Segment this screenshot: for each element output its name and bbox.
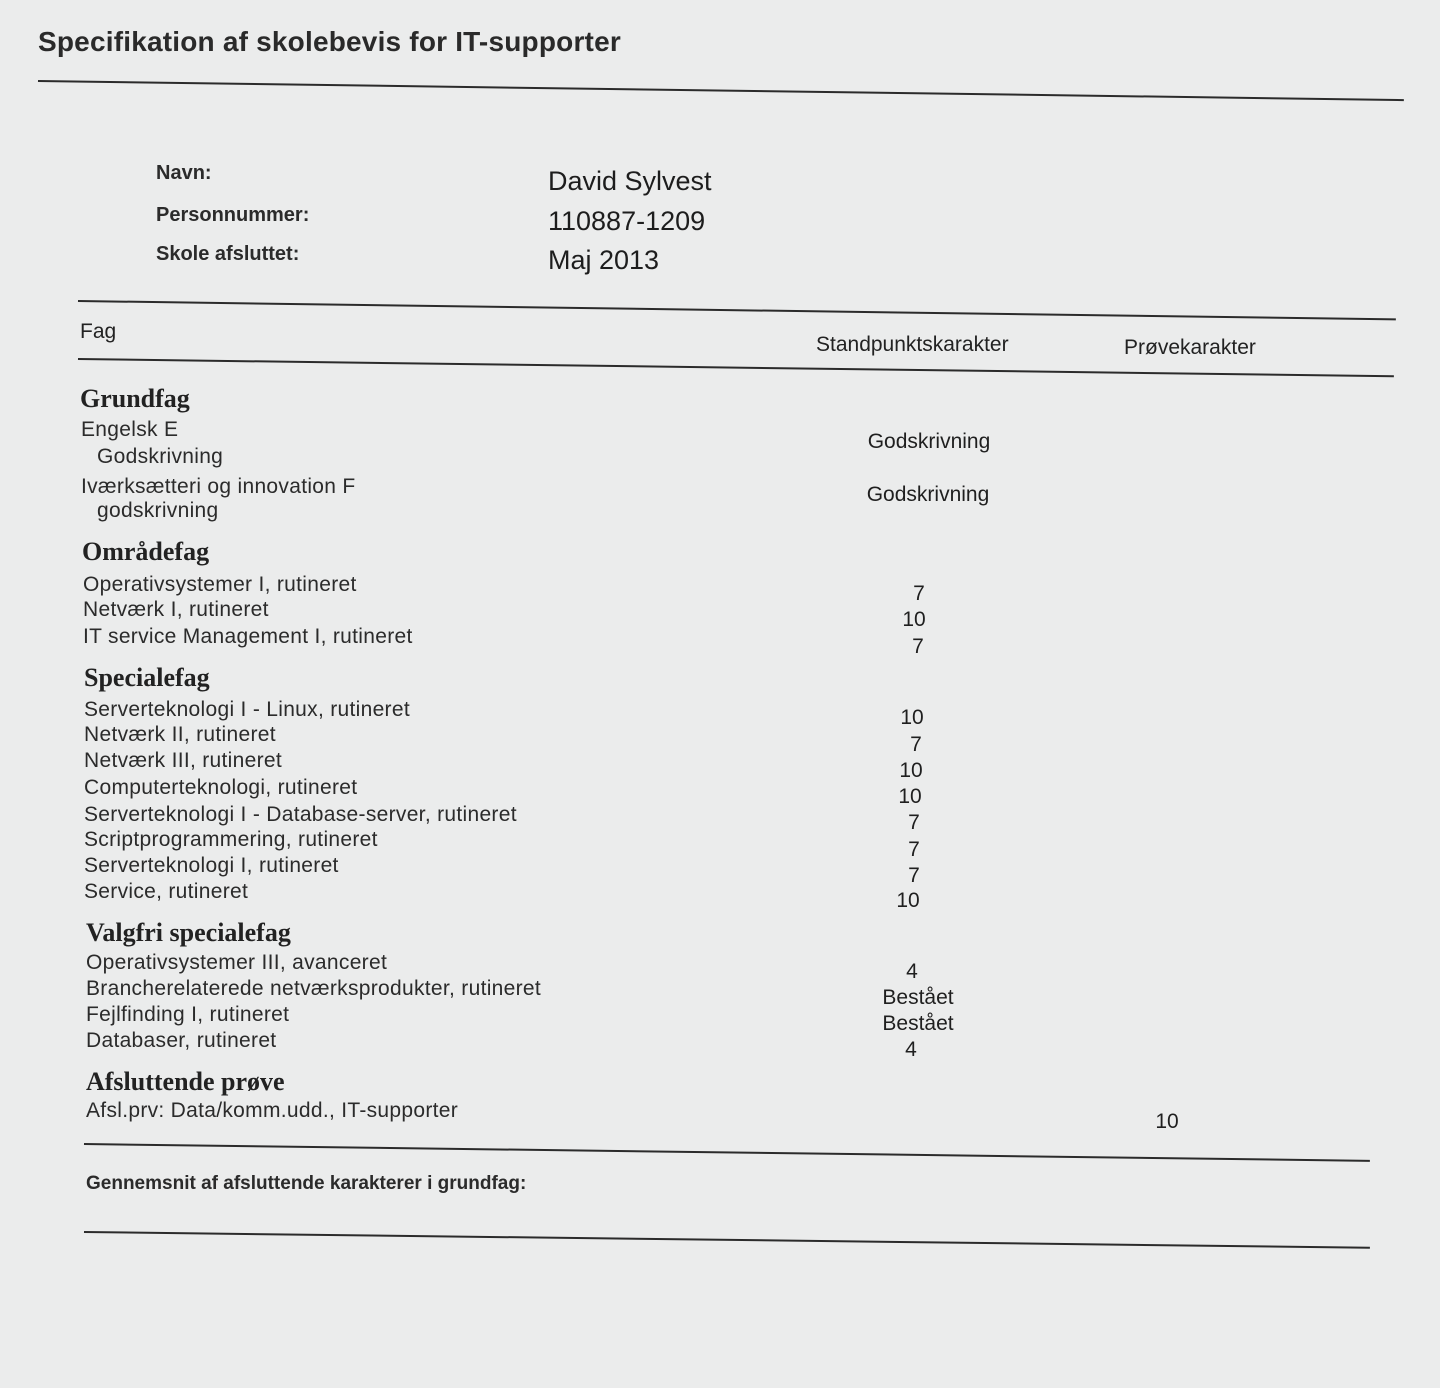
standpoint-grade: 7	[910, 733, 922, 756]
cpr-value: 110887-1209	[548, 206, 706, 236]
subject-note: Godskrivning	[97, 445, 224, 468]
subject-name: Iværksætteri og innovation F	[81, 475, 356, 498]
section-heading: Områdefag	[82, 537, 210, 566]
standpoint-grade: 10	[896, 889, 920, 912]
subject-name: Service, rutineret	[84, 880, 249, 903]
table-bottom-divider	[84, 1143, 1370, 1162]
standpoint-grade: 10	[902, 608, 926, 631]
finished-label: Skole afsluttet:	[156, 243, 300, 265]
page-title: Specifikation af skolebevis for IT-supporter	[38, 26, 621, 57]
standpoint-grade: 10	[898, 785, 922, 808]
title-divider	[38, 80, 1404, 101]
subject-name: Fejlfinding I, rutineret	[86, 1003, 290, 1026]
average-label: Gennemsnit af afsluttende karakterer i grundfag:	[86, 1173, 527, 1194]
name-label: Navn:	[156, 162, 212, 184]
subject-name: Serverteknologi I, rutineret	[84, 854, 339, 877]
footer-divider	[84, 1231, 1370, 1249]
subject-name: Netværk III, rutineret	[84, 749, 282, 772]
header-bottom-divider	[78, 358, 1394, 377]
standpoint-grade: Godskrivning	[866, 483, 990, 506]
column-subject: Fag	[80, 320, 117, 343]
standpoint-grade: 10	[900, 706, 924, 729]
section-heading: Valgfri specialefag	[86, 918, 291, 947]
standpoint-grade: 7	[913, 582, 925, 605]
subject-name: Operativsystemer III, avanceret	[86, 951, 388, 974]
subject-name: Serverteknologi I - Linux, rutineret	[84, 698, 410, 721]
subject-name: Computerteknologi, rutineret	[84, 776, 358, 799]
section-heading: Afsluttende prøve	[86, 1067, 285, 1096]
standpoint-grade: 10	[899, 759, 923, 782]
column-exam: Prøvekarakter	[1124, 336, 1256, 359]
name-value: David Sylvest	[548, 166, 712, 196]
standpoint-grade: 7	[908, 811, 920, 834]
subject-name: Netværk I, rutineret	[83, 598, 269, 621]
subject-name: Afsl.prv: Data/komm.udd., IT-supporter	[86, 1099, 459, 1122]
subject-name: Scriptprogrammering, rutineret	[84, 828, 378, 851]
section-heading: Grundfag	[80, 384, 190, 413]
standpoint-grade: 7	[908, 864, 920, 887]
standpoint-grade: 7	[912, 635, 924, 658]
standpoint-grade: 4	[905, 1038, 917, 1061]
cpr-label: Personnummer:	[156, 204, 310, 226]
standpoint-grade: Bestået	[882, 986, 954, 1009]
subject-note: godskrivning	[97, 499, 219, 522]
subject-name: Databaser, rutineret	[86, 1029, 277, 1052]
standpoint-grade: Bestået	[882, 1012, 954, 1035]
subject-name: Operativsystemer I, rutineret	[83, 573, 357, 596]
exam-grade: 10	[1155, 1110, 1179, 1133]
subject-name: Serverteknologi I - Database-server, rutineret	[84, 803, 517, 826]
subject-name: Netværk II, rutineret	[84, 723, 276, 746]
standpoint-grade: 4	[906, 960, 918, 983]
column-standpoint: Standpunktskarakter	[816, 333, 1009, 356]
subject-name: Engelsk E	[81, 418, 179, 441]
subject-name: IT service Management I, rutineret	[83, 625, 413, 648]
standpoint-grade: 7	[908, 838, 920, 861]
header-top-divider	[78, 300, 1396, 320]
subject-name: Brancherelaterede netværksprodukter, rutineret	[86, 977, 542, 1000]
standpoint-grade: Godskrivning	[867, 430, 991, 453]
finished-value: Maj 2013	[548, 245, 660, 275]
section-heading: Specialefag	[84, 663, 210, 692]
